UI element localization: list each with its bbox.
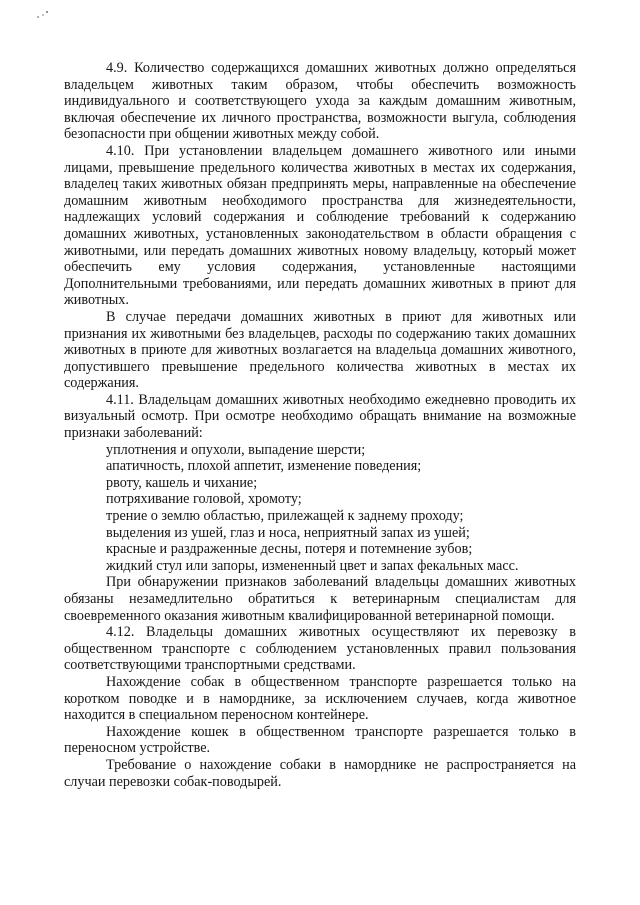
symptom-item: рвоту, кашель и чихание; bbox=[106, 474, 258, 491]
paragraph-guide-dogs: Требование о нахождение собаки в наморднике не распространяется на случаи перевозки собак-поводырей. bbox=[64, 756, 576, 790]
paragraph-cats-transport: Нахождение кошек в общественном транспорте разрешается только в переносном устройстве. bbox=[64, 723, 576, 757]
symptom-item: апатичность, плохой аппетит, изменение поведения; bbox=[106, 458, 422, 475]
document-body bbox=[64, 60, 576, 790]
symptom-item: красные и раздраженные десны, потеря и потемнение зубов; bbox=[106, 541, 473, 558]
paragraph-shelter-transfer: В случае передачи домашних животных в приют для животных или признания их животными без владельцев, расходы по содержанию таких домашних животных в приюте для животных возлагается на владельца домашних животного, допустившего превышение предельного количества животных в местах их содержания. bbox=[64, 308, 576, 392]
paragraph-dogs-transport: Нахождение собак в общественном транспорте разрешается только на коротком поводке и в наморднике, за исключением случаев, когда животное находится в специальном переносном контейнере. bbox=[64, 673, 576, 724]
symptom-item: потряхивание головой, хромоту; bbox=[106, 491, 302, 508]
symptom-item: жидкий стул или запоры, измененный цвет и запах фекальных масс. bbox=[106, 557, 519, 574]
paragraph-4-12: 4.12. Владельцы домашних животных осуществляют их перевозку в общественном транспорте с соблюдением установленных правил пользования соответствующими транспортными средствами. bbox=[64, 624, 576, 674]
paragraph-4-11: 4.11. Владельцам домашних животных необходимо ежедневно проводить их визуальный осмотр. При осмотре необходимо обращать внимание на возможные признаки заболеваний: bbox=[64, 391, 576, 442]
symptom-item: трение о землю областью, прилежащей к заднему проходу; bbox=[106, 508, 464, 525]
paragraph-4-10: 4.10. При установлении владельцем домашнего животного или иными лицами, превышение предельного количества животных в местах их содержания, владелец таких животных обязан предпринять меры, направленные на обеспечение домашним животным необходимого пространства для жизнедеятельности, надлежащих условий содержания и соблюдение требований к содержанию домашних животных, установленных законодательством в области обращения с животными, или передать домашних животных новому владельцу, который может обеспечить ему условия содержания, установленные настоящими Дополнительными требованиями, или передать домашних животных в приют для животных. bbox=[64, 142, 576, 309]
symptom-item: выделения из ушей, глаз и носа, неприятный запах из ушей; bbox=[106, 524, 470, 541]
symptom-item: уплотнения и опухоли, выпадение шерсти; bbox=[106, 441, 366, 458]
paragraph-4-9: 4.9. Количество содержащихся домашних животных должно определяться владельцем животных таким образом, чтобы обеспечить возможность индивидуального и соответствующего ухода за каждым домашним животным, включая обеспечение их личного пространства, возможности выгула, соблюдения безопасности при общении животных между собой. bbox=[64, 60, 576, 143]
paragraph-vet-contact: При обнаружении признаков заболеваний владельцы домашних животных обязаны незамедлительно обратиться к ветеринарным специалистам для своевременного оказания животным квалифицированной ветеринарной помощи. bbox=[64, 574, 576, 624]
scan-specks bbox=[36, 10, 50, 20]
